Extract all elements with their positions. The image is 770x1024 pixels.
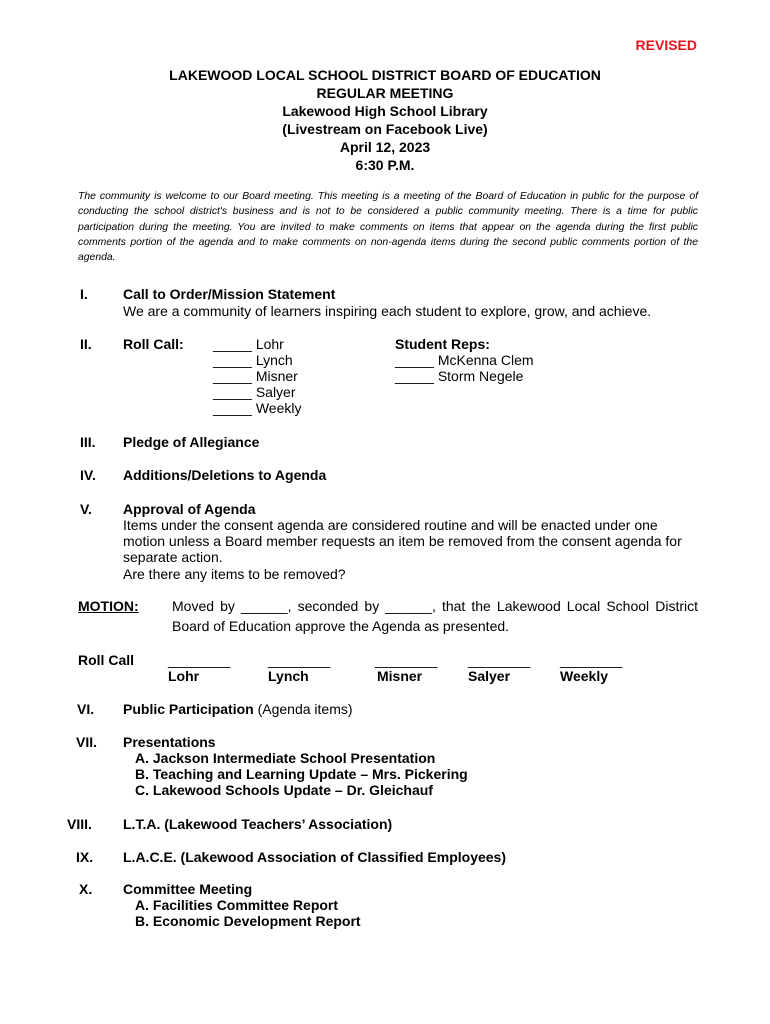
vote-blank-lynch: ________ <box>268 652 331 668</box>
item-title-pledge: Pledge of Allegiance <box>123 434 260 450</box>
vote-name-lynch: Lynch <box>268 668 309 684</box>
mission-statement: We are a community of learners inspiring each student to explore, grow, and achieve. <box>123 303 652 319</box>
item-title-public-participation: Public Participation <box>123 701 254 717</box>
item-number-v: V. <box>80 501 92 517</box>
motion-line-1: Moved by ______, seconded by ______, that the Lakewood Local School District <box>172 598 698 614</box>
item-number-viii: VIII. <box>67 816 92 832</box>
vote-blank-weekly: ________ <box>560 652 623 668</box>
student-reps <box>395 336 534 384</box>
roll-call-member: _____ Lynch <box>213 352 293 368</box>
presentation-item: A. Jackson Intermediate School Presentation <box>135 750 436 766</box>
vote-name-salyer: Salyer <box>468 668 511 684</box>
presentation-item: B. Teaching and Learning Update – Mrs. Pickering <box>135 766 468 782</box>
student-rep: _____ Storm Negele <box>395 368 524 384</box>
vote-name-misner: Misner <box>377 668 423 684</box>
item-number-i: I. <box>80 286 88 302</box>
roll-call-vote-label: Roll Call <box>78 652 135 668</box>
committee-item: B. Economic Development Report <box>135 913 361 929</box>
header-district: LAKEWOOD LOCAL SCHOOL DISTRICT BOARD OF EDUCATION <box>169 67 601 83</box>
document-header <box>0 66 770 174</box>
approval-question: Are there any items to be removed? <box>123 566 346 582</box>
vote-name-lohr: Lohr <box>168 668 200 684</box>
roll-call-member: _____ Weekly <box>213 400 302 416</box>
item-title-roll-call: Roll Call: <box>123 336 184 352</box>
item-title-committee: Committee Meeting <box>123 881 253 897</box>
roll-call-member: _____ Misner <box>213 368 298 384</box>
intro-paragraph: The community is welcome to our Board meeting. This meeting is a meeting of the Board of Education in public for the purpose of conducting the school district's business and is not to be considered a public community meeting. There is a time for public participation during the meeting. You are invited to make comments on items that appear on the agenda during the first public comments portion of the agenda and to make comments on non-agenda items during the second public comments portion of the agenda. <box>78 191 698 264</box>
item-number-ix: IX. <box>76 849 94 865</box>
header-meeting-type: REGULAR MEETING <box>316 85 454 101</box>
roll-call-member: _____ Lohr <box>213 336 284 352</box>
motion-line-2: Board of Education approve the Agenda as presented. <box>172 618 510 634</box>
header-time: 6:30 P.M. <box>355 157 415 173</box>
item-number-iv: IV. <box>80 467 96 483</box>
item-title-lta: L.T.A. (Lakewood Teachers’ Association) <box>123 816 393 832</box>
committee-list <box>135 897 361 929</box>
roll-call-member: _____ Salyer <box>213 384 296 400</box>
header-livestream: (Livestream on Facebook Live) <box>282 121 488 137</box>
item-number-iii: III. <box>80 434 96 450</box>
item-number-ii: II. <box>80 336 92 352</box>
header-location: Lakewood High School Library <box>282 103 488 119</box>
presentation-item: C. Lakewood Schools Update – Dr. Gleichauf <box>135 782 433 798</box>
presentation-list <box>135 750 468 798</box>
roll-call-members <box>213 336 301 416</box>
item-number-x: X. <box>79 881 93 897</box>
item-title-call-to-order: Call to Order/Mission Statement <box>123 286 336 302</box>
item-title-lace: L.A.C.E. (Lakewood Association of Classified Employees) <box>123 849 507 865</box>
committee-item: A. Facilities Committee Report <box>135 897 339 913</box>
item-title-additions: Additions/Deletions to Agenda <box>123 467 327 483</box>
student-reps-title: Student Reps: <box>395 336 490 352</box>
public-participation-note: (Agenda items) <box>253 701 353 717</box>
item-number-vii: VII. <box>76 734 98 750</box>
revised-label: REVISED <box>635 37 697 53</box>
student-rep: _____ McKenna Clem <box>395 352 534 368</box>
vote-blank-misner: ________ <box>375 652 438 668</box>
approval-text: Items under the consent agenda are considered routine and will be enacted under one motion unless a Board member requests an item be removed from the consent agenda for separate action. <box>123 517 682 565</box>
vote-blank-salyer: ________ <box>468 652 531 668</box>
vote-name-weekly: Weekly <box>560 668 608 684</box>
item-title-approval: Approval of Agenda <box>123 501 256 517</box>
item-title-presentations: Presentations <box>123 734 216 750</box>
header-date: April 12, 2023 <box>339 139 431 155</box>
vote-blank-lohr: ________ <box>168 652 231 668</box>
motion-label: MOTION: <box>78 598 139 614</box>
item-number-vi: VI. <box>77 701 95 717</box>
item-public-participation <box>123 701 353 717</box>
